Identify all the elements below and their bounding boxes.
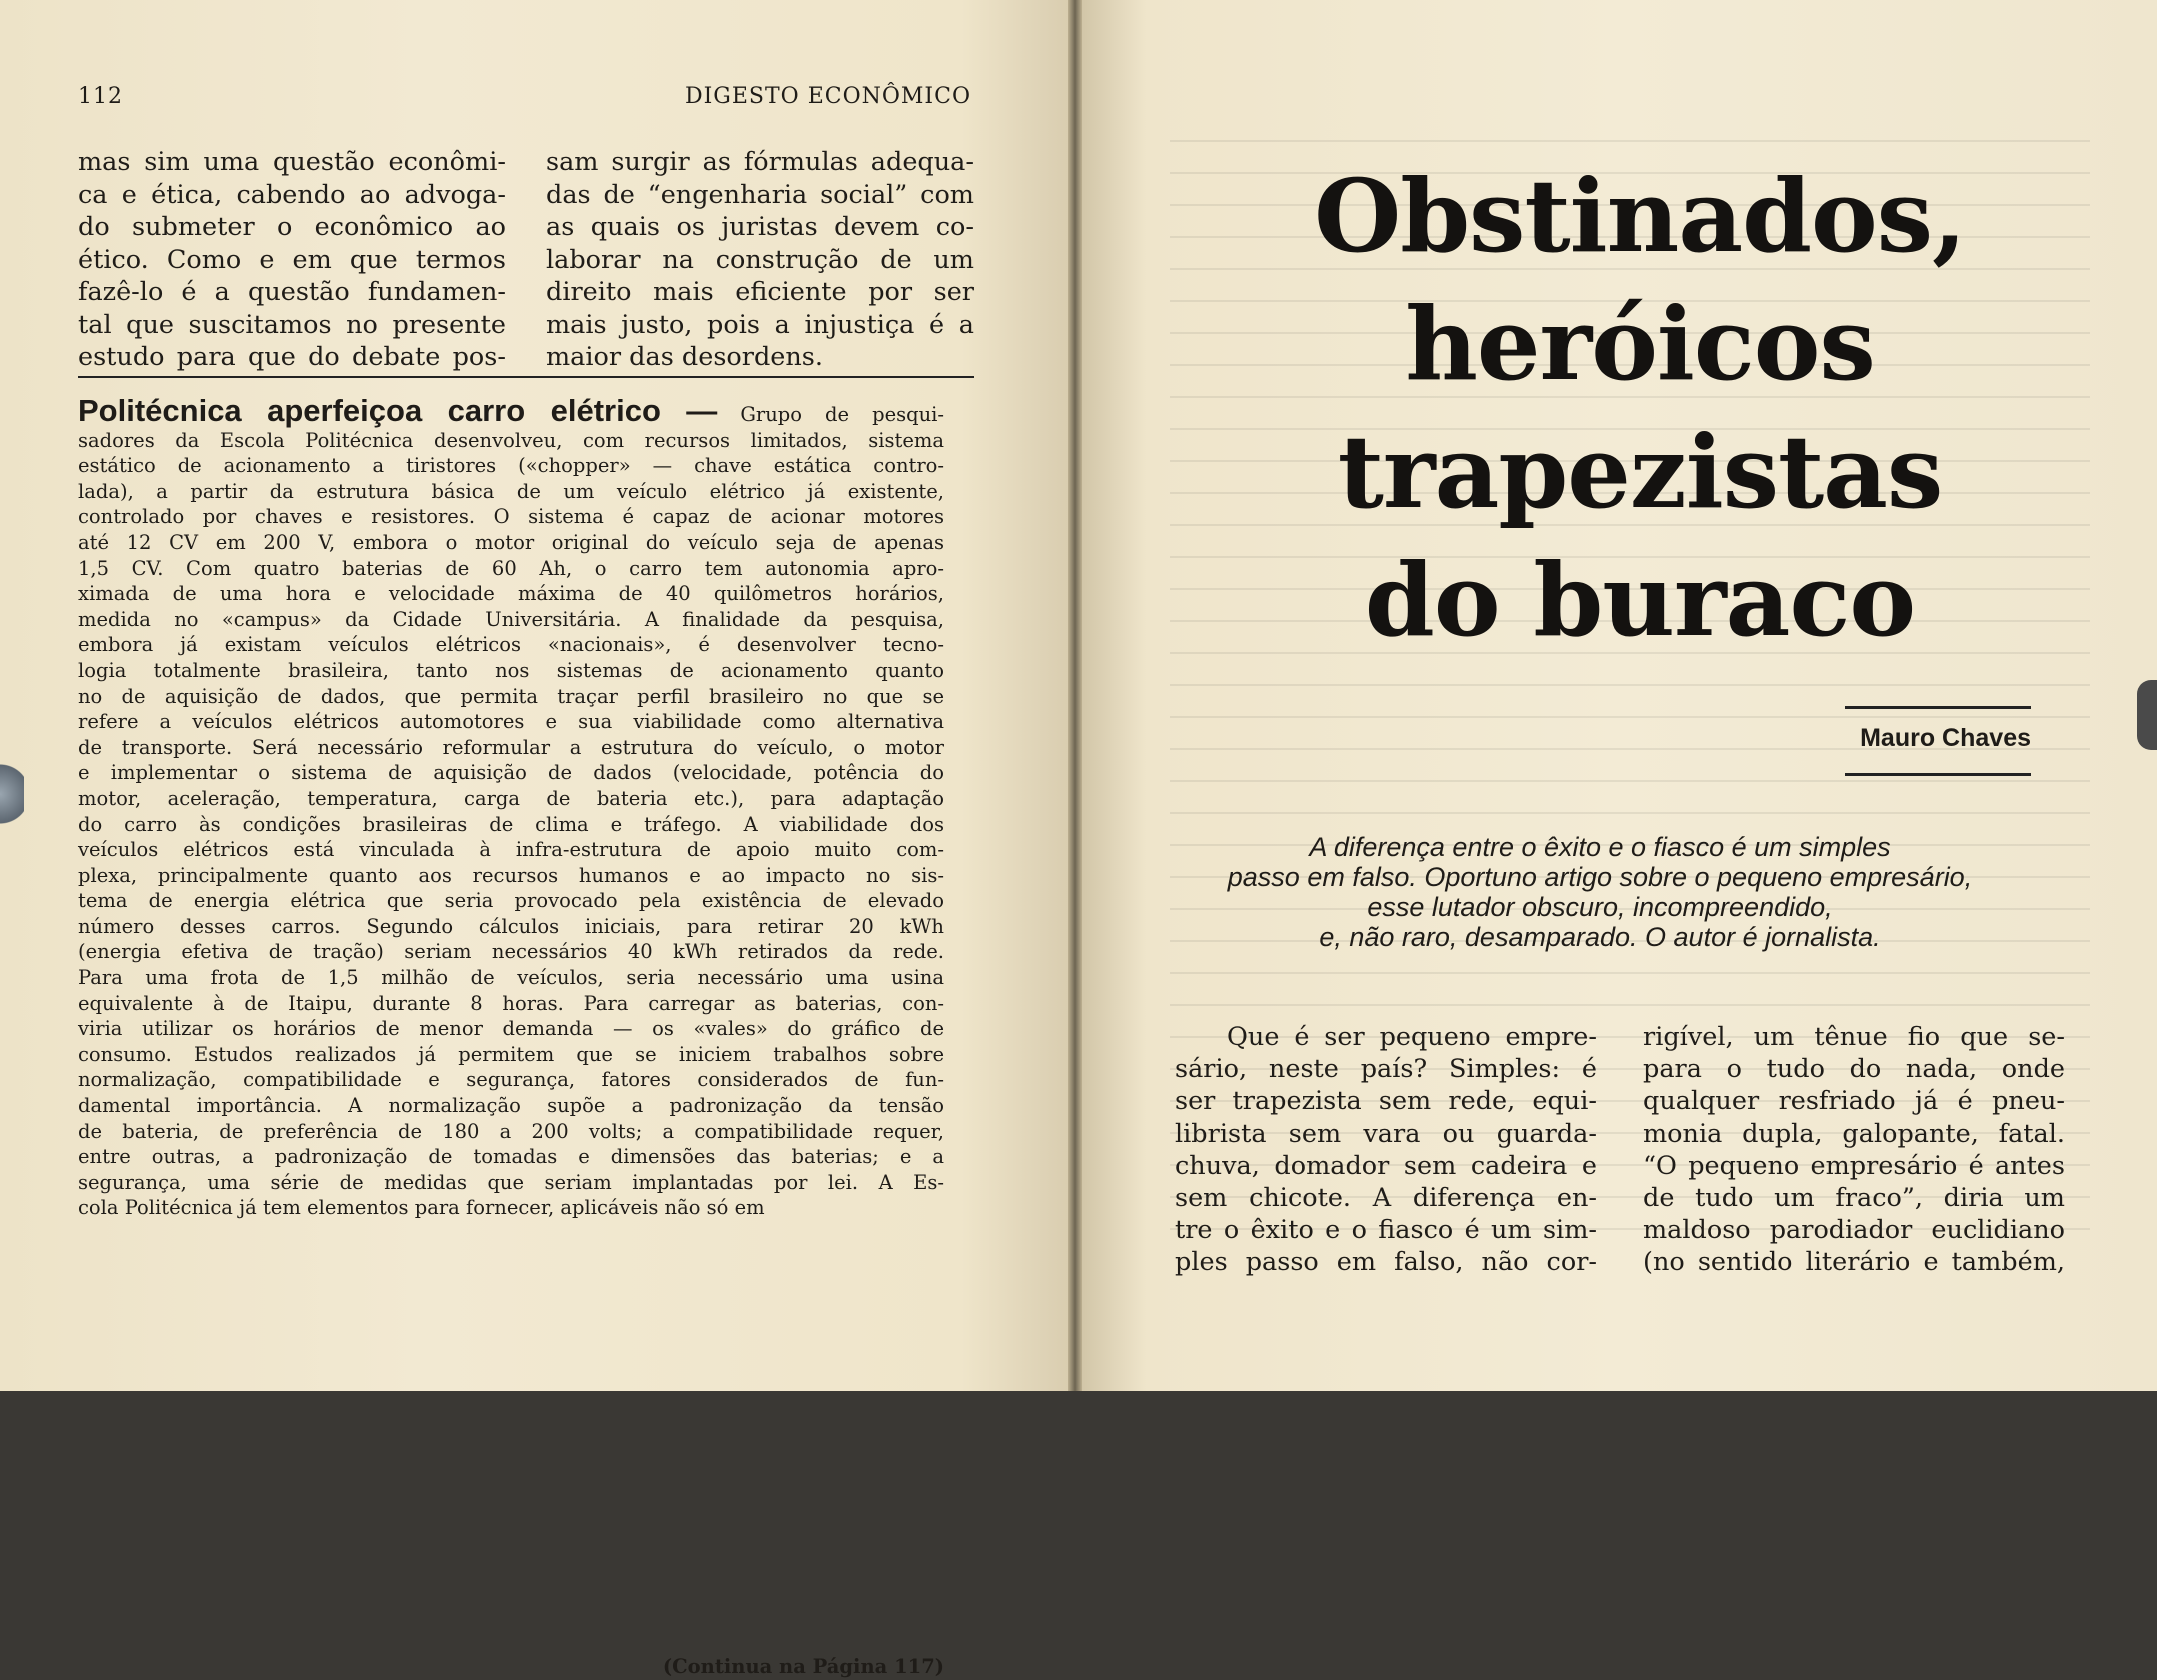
body-column-right: [1643, 1021, 2065, 1279]
notice-line: entre outras, a padronização de tomadas e dimensões das baterias; e a: [78, 1145, 944, 1169]
notice-line: 1,5 CV. Com quatro baterias de 60 Ah, o carro tem autonomia apro-: [78, 556, 944, 580]
text-line: das de “engenharia social” com: [546, 179, 974, 210]
notice-line: ximada de uma hora e velocidade máxima de 40 quilômetros horários,: [78, 582, 944, 606]
notice-line: segurança, uma série de medidas que seriam implantadas por lei. A Es-: [78, 1170, 944, 1194]
notice-line: até 12 CV em 200 V, embora o motor original do veículo seja de apenas: [78, 530, 944, 554]
notice-line: embora já existam veículos elétricos «nacionais», é desenvolver tecno-: [78, 633, 944, 657]
text-line: direito mais eficiente por ser: [546, 277, 974, 307]
title-line: do buraco: [1364, 541, 1916, 659]
text-line: tal que suscitamos no presente: [78, 309, 506, 340]
notice-line: medida no «campus» da Cidade Universitária. A finalidade da pesquisa,: [78, 607, 944, 631]
text-column-right: [546, 146, 974, 374]
notice-line: veículos elétricos está vinculada à infra-estrutura de apoio muito com-: [78, 838, 944, 862]
article-lead: [1170, 832, 2030, 952]
body-line: de tudo um fraco”, diria um: [1643, 1183, 2065, 1214]
notice-line: equivalente à de Itaipu, durante 8 horas. Para carregar as baterias, con-: [78, 991, 944, 1015]
body-line: tre o êxito e o fiasco é um sim-: [1175, 1215, 1597, 1246]
notice-line: de bateria, de preferência de 180 a 200 volts; a compatibilidade requer,: [78, 1119, 944, 1143]
notice-line: sadores da Escola Politécnica desenvolveu, com recursos limitados, sistema: [78, 428, 944, 452]
text-line: do submeter o econômico ao: [78, 212, 506, 242]
body-line: rigível, um tênue fio que se-: [1643, 1022, 2065, 1052]
author-byline: [1845, 706, 2031, 776]
notice-line: cola Politécnica já tem elementos para fornecer, aplicáveis não só em: [78, 1196, 765, 1220]
notice-line: tema de energia elétrica que seria provocado pela existência de elevado: [78, 889, 944, 913]
running-title: DIGESTO ECONÔMICO: [684, 84, 971, 109]
body-line: chuva, domador sem cadeira e: [1175, 1150, 1597, 1181]
notice-line: damental importância. A normalização supõe a padronização da tensão: [78, 1094, 944, 1118]
notice-line: e implementar o sistema de aquisição de dados (velocidade, potência do: [78, 761, 944, 785]
lead-line: passo em falso. Oportuno artigo sobre o pequeno empresário,: [1227, 862, 1973, 892]
body-line: sem chicote. A diferença en-: [1175, 1183, 1597, 1214]
notice-line: de transporte. Será necessário reformular a estrutura do veículo, o motor: [78, 735, 944, 759]
body-line: sário, neste país? Simples: é: [1175, 1054, 1597, 1085]
article-continuation: [78, 146, 974, 372]
body-line: (no sentido literário e também,: [1643, 1247, 2065, 1278]
notice-line: viria utilizar os horários de menor demanda — os «vales» do gráfico de: [78, 1017, 944, 1041]
left-page: [0, 0, 1068, 1678]
notice-line: controlado por chaves e resistores. O sistema é capaz de acionar motores: [78, 505, 944, 529]
title-line: trapezistas: [1337, 413, 1943, 531]
notice-line: do carro às condições brasileiras de clima e tráfego. A viabilidade dos: [78, 812, 944, 836]
text-line: mais justo, pois a injustiça é a: [546, 309, 974, 340]
text-line: mas sim uma questão econômi-: [78, 147, 506, 177]
notice-line: refere a veículos elétricos automotores e sua viabilidade como alternativa: [78, 710, 944, 734]
lead-line: esse lutador obscuro, incompreendido,: [1367, 892, 1833, 922]
text-line: ca e ética, cabendo ao advoga-: [78, 179, 506, 210]
section-divider: [78, 376, 974, 378]
text-line: ético. Como e em que termos: [78, 244, 506, 275]
binder-tab: [2137, 680, 2157, 750]
notice-headline: Politécnica aperfeiçoa carro elétrico —: [78, 393, 718, 428]
notice-line: no de aquisição de dados, que permita traçar perfil brasileiro no que se: [78, 684, 944, 708]
body-line: qualquer resfriado já é pneu-: [1643, 1086, 2065, 1117]
notice-first-line-tail: Grupo de pesqui-: [717, 403, 944, 426]
notice-line: consumo. Estudos realizados já permitem que se iniciem trabalhos sobre: [78, 1042, 944, 1066]
page-number: 112: [78, 84, 123, 109]
title-line: Obstinados,: [1314, 157, 1966, 275]
continuation-note: (Continua na Página 117): [662, 1655, 944, 1678]
notice-line: Para uma frota de 1,5 milhão de veículos, seria necessário uma usina: [78, 966, 944, 990]
text-line: sam surgir as fórmulas adequa-: [546, 147, 974, 177]
body-line: “O pequeno empresário é antes: [1643, 1150, 2065, 1181]
text-line: as quais os juristas devem co-: [546, 212, 974, 242]
body-column-left: [1175, 1021, 1597, 1279]
notice-line: motor, aceleração, temperatura, carga de bateria etc.), para adaptação: [78, 786, 944, 810]
body-line: maldoso parodiador euclidiano: [1643, 1215, 2065, 1246]
text-line: laborar na construção de um: [546, 244, 974, 275]
article-title: [1260, 152, 2020, 664]
text-line: estudo para que do debate pos-: [78, 342, 506, 372]
body-line: Que é ser pequeno empre-: [1227, 1022, 1597, 1052]
notice-line: plexa, principalmente quanto aos recursos humanos e ao impacto no sis-: [78, 863, 944, 887]
notice-line: número desses carros. Segundo cálculos iniciais, para retirar 20 kWh: [78, 914, 944, 938]
notice-line: normalização, compatibilidade e segurança, fatores considerados de fun-: [78, 1068, 944, 1092]
notice-line: (energia efetiva de tração) seriam necessários 40 kWh retirados da rede.: [78, 940, 944, 964]
body-line: ser trapezista sem rede, equi-: [1175, 1086, 1597, 1117]
lead-line: e, não raro, desamparado. O autor é jornalista.: [1319, 922, 1881, 952]
author-name: Mauro Chaves: [1860, 724, 2031, 752]
text-line: fazê-lo é a questão fundamen-: [78, 277, 506, 307]
body-line: monia dupla, galopante, fatal.: [1643, 1118, 2065, 1149]
book-gutter: [1068, 0, 1082, 1391]
body-line: librista sem vara ou guarda-: [1175, 1118, 1597, 1149]
notice-line: lada), a partir da estrutura básica de um veículo elétrico já existente,: [78, 479, 944, 503]
body-line: para o tudo do nada, onde: [1643, 1054, 2065, 1085]
body-line: ples passo em falso, não cor-: [1175, 1247, 1597, 1278]
notice-line: estático de acionamento a tiristores («chopper» — chave estática contro-: [78, 454, 944, 478]
title-line: heróicos: [1405, 285, 1875, 403]
notice-body: [78, 428, 944, 1221]
notice-first-line: [78, 393, 944, 428]
text-column-left: [78, 146, 506, 374]
lead-line: A diferença entre o êxito e o fiasco é um simples: [1309, 832, 1891, 862]
notice-line: logia totalmente brasileira, tanto nos sistemas de acionamento quanto: [78, 658, 944, 682]
text-line: maior das desordens.: [546, 342, 823, 372]
news-notice: [78, 393, 944, 1678]
binder-clip: [0, 752, 24, 836]
